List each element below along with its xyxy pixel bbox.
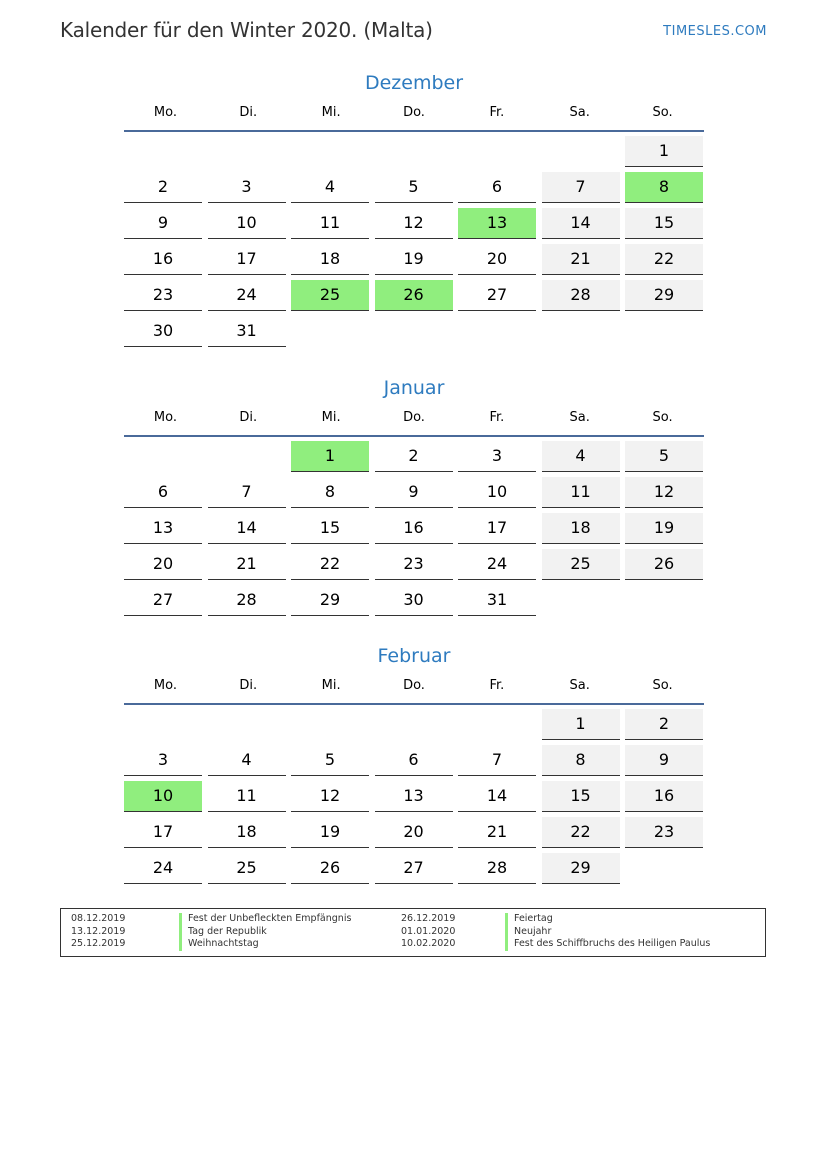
- weekday-label: So.: [652, 105, 673, 120]
- legend-row: [71, 938, 401, 951]
- day-cell: 19: [291, 817, 369, 848]
- weekend-day-cell: 25: [542, 549, 620, 580]
- empty-cell: [291, 709, 369, 740]
- day-cell: 9: [124, 208, 202, 239]
- weekend-day-cell: 18: [542, 513, 620, 544]
- empty-cell: [542, 136, 620, 167]
- weekday-label: So.: [652, 678, 673, 693]
- day-cell: 15: [291, 513, 369, 544]
- weekend-day-cell: 26: [625, 549, 703, 580]
- weekend-day-cell: 2: [625, 709, 703, 740]
- weekday-label: Mo.: [153, 105, 177, 120]
- day-cell: 16: [375, 513, 453, 544]
- legend-holiday-name: Feiertag: [505, 913, 553, 926]
- day-cell: 18: [291, 244, 369, 275]
- day-cell: 30: [124, 316, 202, 347]
- brand-link[interactable]: TIMESLES.COM: [663, 24, 767, 39]
- day-cell: 20: [375, 817, 453, 848]
- day-cell: 3: [124, 745, 202, 776]
- day-cell: 13: [375, 781, 453, 812]
- day-cell: 5: [291, 745, 369, 776]
- weekday-label: So.: [652, 410, 673, 425]
- day-cell: 21: [458, 817, 536, 848]
- weekday-label: Mi.: [321, 678, 341, 693]
- day-grid: [124, 709, 704, 889]
- day-cell: 20: [458, 244, 536, 275]
- weekday-label: Do.: [403, 410, 425, 425]
- day-cell: 24: [458, 549, 536, 580]
- day-cell: 9: [375, 477, 453, 508]
- weekday-label: Mo.: [153, 678, 177, 693]
- day-cell: 30: [375, 585, 453, 616]
- holiday-day-cell: 10: [124, 781, 202, 812]
- weekend-day-cell: 8: [542, 745, 620, 776]
- weekday-label: Sa.: [569, 105, 590, 120]
- empty-cell: [458, 136, 536, 167]
- day-cell: 31: [458, 585, 536, 616]
- day-cell: 5: [375, 172, 453, 203]
- day-grid: [124, 136, 704, 352]
- weekday-label: Do.: [403, 105, 425, 120]
- weekday-label: Mi.: [321, 410, 341, 425]
- legend-row: [401, 938, 761, 951]
- weekday-label: Di.: [239, 678, 258, 693]
- day-cell: 24: [124, 853, 202, 884]
- empty-cell: [291, 136, 369, 167]
- day-cell: 2: [124, 172, 202, 203]
- day-cell: 4: [291, 172, 369, 203]
- weekday-label: Do.: [403, 678, 425, 693]
- holiday-legend: [60, 908, 766, 957]
- day-cell: 14: [208, 513, 286, 544]
- day-grid: [124, 441, 704, 621]
- weekend-day-cell: 1: [542, 709, 620, 740]
- day-cell: 4: [208, 745, 286, 776]
- day-cell: 21: [208, 549, 286, 580]
- legend-row: [71, 926, 401, 939]
- weekend-day-cell: 7: [542, 172, 620, 203]
- day-cell: 27: [124, 585, 202, 616]
- legend-date: 08.12.2019: [71, 913, 126, 924]
- weekend-day-cell: 22: [542, 817, 620, 848]
- weekend-day-cell: 21: [542, 244, 620, 275]
- holiday-day-cell: 8: [625, 172, 703, 203]
- empty-cell: [124, 709, 202, 740]
- weekend-day-cell: 4: [542, 441, 620, 472]
- day-cell: 6: [458, 172, 536, 203]
- day-cell: 23: [375, 549, 453, 580]
- legend-holiday-name: Weihnachtstag: [179, 938, 259, 951]
- day-cell: 23: [124, 280, 202, 311]
- day-cell: 25: [208, 853, 286, 884]
- day-cell: 7: [458, 745, 536, 776]
- weekend-day-cell: 9: [625, 745, 703, 776]
- day-cell: 27: [375, 853, 453, 884]
- day-cell: 28: [458, 853, 536, 884]
- day-cell: 18: [208, 817, 286, 848]
- day-cell: 17: [124, 817, 202, 848]
- day-cell: 6: [124, 477, 202, 508]
- empty-cell: [124, 136, 202, 167]
- month-december: [124, 70, 704, 352]
- day-cell: 2: [375, 441, 453, 472]
- holiday-day-cell: 25: [291, 280, 369, 311]
- day-cell: 19: [375, 244, 453, 275]
- weekend-day-cell: 16: [625, 781, 703, 812]
- empty-cell: [375, 709, 453, 740]
- empty-cell: [458, 709, 536, 740]
- legend-column-left: [71, 913, 401, 951]
- weekend-day-cell: 19: [625, 513, 703, 544]
- day-cell: 3: [458, 441, 536, 472]
- day-cell: 27: [458, 280, 536, 311]
- weekday-label: Mo.: [153, 410, 177, 425]
- weekday-label: Di.: [239, 410, 258, 425]
- weekend-day-cell: 5: [625, 441, 703, 472]
- day-cell: 17: [458, 513, 536, 544]
- month-february: [124, 643, 704, 889]
- legend-date: 01.01.2020: [401, 925, 456, 937]
- legend-holiday-name: Fest des Schiffbruchs des Heiligen Paulus: [505, 938, 710, 951]
- weekday-header: [124, 407, 704, 437]
- weekday-label: Mi.: [321, 105, 341, 120]
- weekend-day-cell: 29: [542, 853, 620, 884]
- weekday-header: [124, 102, 704, 132]
- empty-cell: [208, 709, 286, 740]
- legend-date: 10.02.2020: [401, 938, 456, 949]
- weekday-label: Sa.: [569, 678, 590, 693]
- legend-row: [401, 913, 761, 926]
- day-cell: 10: [208, 208, 286, 239]
- weekday-label: Fr.: [489, 678, 505, 693]
- weekend-day-cell: 11: [542, 477, 620, 508]
- weekend-day-cell: 15: [542, 781, 620, 812]
- month-january: [124, 375, 704, 621]
- day-cell: 8: [291, 477, 369, 508]
- day-cell: 10: [458, 477, 536, 508]
- day-cell: 17: [208, 244, 286, 275]
- day-cell: 29: [291, 585, 369, 616]
- legend-date: 25.12.2019: [71, 938, 126, 949]
- day-cell: 16: [124, 244, 202, 275]
- day-cell: 20: [124, 549, 202, 580]
- month-title: Januar: [383, 377, 445, 399]
- empty-cell: [208, 441, 286, 472]
- day-cell: 11: [208, 781, 286, 812]
- day-cell: 24: [208, 280, 286, 311]
- legend-holiday-name: Tag der Republik: [179, 926, 267, 939]
- day-cell: 14: [458, 781, 536, 812]
- day-cell: 22: [291, 549, 369, 580]
- day-cell: 6: [375, 745, 453, 776]
- weekend-day-cell: 22: [625, 244, 703, 275]
- weekday-label: Fr.: [489, 410, 505, 425]
- legend-row: [401, 926, 761, 939]
- holiday-day-cell: 1: [291, 441, 369, 472]
- weekday-header: [124, 675, 704, 705]
- weekday-label: Sa.: [569, 410, 590, 425]
- weekend-day-cell: 23: [625, 817, 703, 848]
- day-cell: 11: [291, 208, 369, 239]
- weekend-day-cell: 28: [542, 280, 620, 311]
- day-cell: 31: [208, 316, 286, 347]
- weekend-day-cell: 1: [625, 136, 703, 167]
- legend-holiday-name: Neujahr: [505, 926, 551, 939]
- month-title: Dezember: [364, 72, 464, 94]
- empty-cell: [375, 136, 453, 167]
- legend-date: 13.12.2019: [71, 925, 126, 937]
- day-cell: 12: [291, 781, 369, 812]
- weekend-day-cell: 14: [542, 208, 620, 239]
- legend-date: 26.12.2019: [401, 913, 456, 924]
- day-cell: 3: [208, 172, 286, 203]
- page-title: Kalender für den Winter 2020. (Malta): [60, 18, 433, 42]
- empty-cell: [124, 441, 202, 472]
- weekend-day-cell: 15: [625, 208, 703, 239]
- day-cell: 13: [124, 513, 202, 544]
- day-cell: 26: [291, 853, 369, 884]
- legend-holiday-name: Fest der Unbefleckten Empfängnis: [179, 913, 351, 926]
- weekend-day-cell: 12: [625, 477, 703, 508]
- holiday-day-cell: 26: [375, 280, 453, 311]
- day-cell: 7: [208, 477, 286, 508]
- weekend-day-cell: 29: [625, 280, 703, 311]
- month-title: Februar: [377, 645, 451, 667]
- weekday-label: Fr.: [489, 105, 505, 120]
- day-cell: 12: [375, 208, 453, 239]
- empty-cell: [208, 136, 286, 167]
- day-cell: 28: [208, 585, 286, 616]
- holiday-day-cell: 13: [458, 208, 536, 239]
- legend-row: [71, 913, 401, 926]
- weekday-label: Di.: [239, 105, 258, 120]
- legend-column-right: [401, 913, 761, 951]
